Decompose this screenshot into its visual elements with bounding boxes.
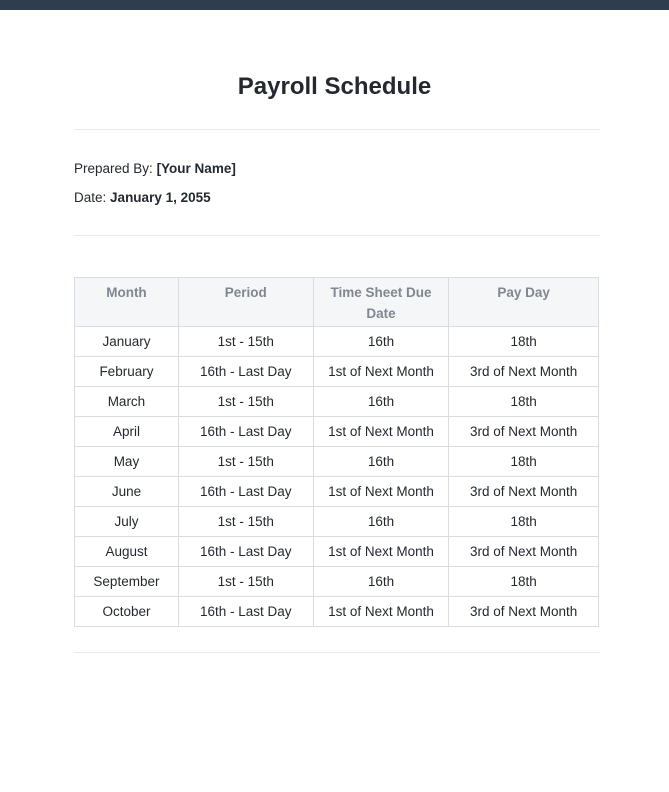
cell-time-sheet-due: 16th (313, 567, 449, 597)
table-row (75, 387, 599, 417)
cell-month: March (75, 387, 179, 417)
prepared-by-label: Prepared By: (74, 161, 153, 176)
date-label: Date: (74, 190, 107, 205)
divider-bottom (74, 652, 600, 653)
prepared-by-value: [Your Name] (156, 161, 236, 176)
cell-month: June (75, 477, 179, 507)
cell-period: 1st - 15th (178, 507, 313, 537)
cell-month: September (75, 567, 179, 597)
header-time-sheet-due-date: Time Sheet Due Date (313, 278, 449, 327)
cell-pay-day: 3rd of Next Month (449, 417, 599, 447)
prepared-by-line (74, 160, 236, 178)
cell-pay-day: 18th (449, 327, 599, 357)
table-row (75, 537, 599, 567)
table-row (75, 567, 599, 597)
cell-time-sheet-due: 16th (313, 507, 449, 537)
header-pay-day: Pay Day (449, 278, 599, 327)
cell-month: February (75, 357, 179, 387)
cell-period: 16th - Last Day (178, 597, 313, 627)
table-row (75, 477, 599, 507)
cell-month: May (75, 447, 179, 477)
table-row (75, 597, 599, 627)
table-header-row (75, 278, 599, 327)
cell-pay-day: 3rd of Next Month (449, 537, 599, 567)
cell-month: April (75, 417, 179, 447)
cell-period: 16th - Last Day (178, 357, 313, 387)
cell-time-sheet-due: 16th (313, 387, 449, 417)
table-row (75, 417, 599, 447)
date-line (74, 189, 211, 207)
page-title: Payroll Schedule (237, 73, 432, 100)
cell-time-sheet-due: 1st of Next Month (313, 597, 449, 627)
cell-pay-day: 18th (449, 507, 599, 537)
cell-period: 1st - 15th (178, 447, 313, 477)
header-period: Period (178, 278, 313, 327)
cell-time-sheet-due: 1st of Next Month (313, 357, 449, 387)
cell-pay-day: 3rd of Next Month (449, 357, 599, 387)
table-row (75, 357, 599, 387)
cell-time-sheet-due: 1st of Next Month (313, 417, 449, 447)
divider-top (74, 129, 600, 130)
cell-period: 1st - 15th (178, 567, 313, 597)
cell-period: 16th - Last Day (178, 417, 313, 447)
cell-time-sheet-due: 16th (313, 327, 449, 357)
cell-period: 16th - Last Day (178, 537, 313, 567)
table-row (75, 507, 599, 537)
cell-pay-day: 3rd of Next Month (449, 477, 599, 507)
cell-month: January (75, 327, 179, 357)
table-row (75, 327, 599, 357)
cell-time-sheet-due: 16th (313, 447, 449, 477)
cell-month: July (75, 507, 179, 537)
cell-pay-day: 18th (449, 447, 599, 477)
table-row (75, 447, 599, 477)
cell-period: 1st - 15th (178, 387, 313, 417)
header-month: Month (75, 278, 179, 327)
cell-period: 1st - 15th (178, 327, 313, 357)
cell-time-sheet-due: 1st of Next Month (313, 537, 449, 567)
cell-month: October (75, 597, 179, 627)
cell-pay-day: 3rd of Next Month (449, 597, 599, 627)
divider-middle (74, 235, 600, 236)
date-value: January 1, 2055 (110, 190, 211, 205)
cell-pay-day: 18th (449, 567, 599, 597)
cell-period: 16th - Last Day (178, 477, 313, 507)
payroll-schedule-table (74, 277, 599, 627)
cell-month: August (75, 537, 179, 567)
cell-time-sheet-due: 1st of Next Month (313, 477, 449, 507)
cell-pay-day: 18th (449, 387, 599, 417)
top-accent-bar (0, 0, 669, 10)
